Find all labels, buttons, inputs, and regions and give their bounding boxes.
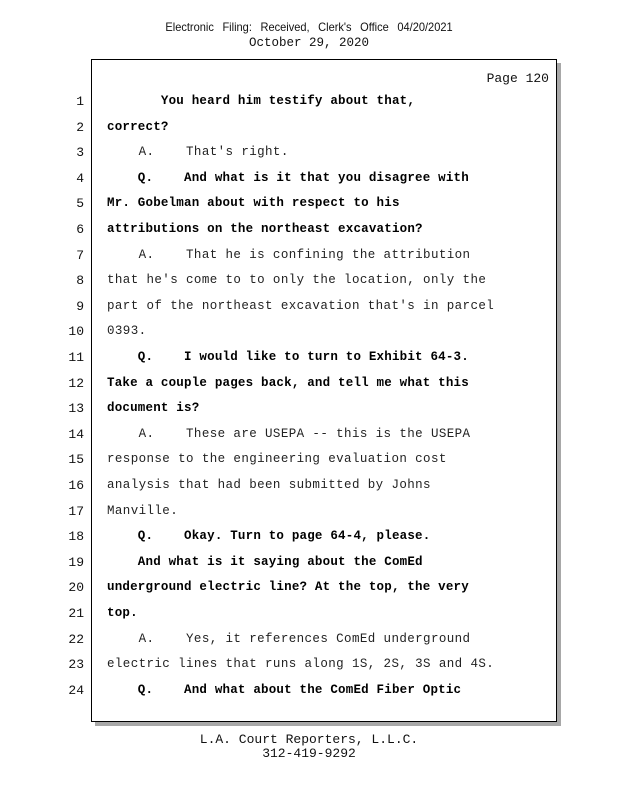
transcript-line [0,553,618,573]
transcript-line [0,527,618,547]
line-text: And what is it saying about the ComEd [107,554,423,569]
line-text: Q. And what is it that you disagree with [107,170,469,185]
line-number: 4 [76,170,84,186]
line-text: document is? [107,401,200,416]
transcript-line [0,374,618,394]
line-text: Manville. [107,503,179,518]
line-text: You heard him testify about that, [107,94,416,108]
line-number: 22 [68,631,84,647]
line-text: Mr. Gobelman about with respect to his [107,196,400,211]
line-number: 1 [76,94,84,109]
transcript-line [0,220,618,240]
line-number: 18 [68,529,84,545]
transcript-line [0,118,618,138]
line-number: 17 [68,503,84,519]
transcript-line [0,476,618,496]
transcript-line [0,604,618,624]
transcript-line [0,92,618,112]
line-number: 9 [76,298,84,314]
line-text: A. That he is confining the attribution [107,247,471,262]
transcript-line [0,578,618,598]
line-text: that he's come to to only the location, only the [107,273,487,288]
transcript-line [0,655,618,675]
line-number: 3 [76,145,84,161]
transcript-line [0,169,618,189]
line-text: A. These are USEPA -- this is the USEPA [107,426,471,441]
line-number: 16 [68,478,84,493]
transcript-line [0,194,618,214]
transcript-line [0,271,618,291]
line-number: 12 [68,375,84,391]
line-number: 2 [76,119,84,135]
line-text: attributions on the northeast excavation? [107,222,423,236]
line-number: 6 [76,222,84,237]
line-text: part of the northeast excavation that's in parcel [107,298,495,313]
line-number: 20 [68,580,84,596]
transcript-line [0,297,618,317]
filing-stamp: Electronic Filing: Received, Clerk's Office 04/20/2021 [165,20,453,34]
transcript-line [0,630,618,650]
transcript-line [0,425,618,445]
line-text: analysis that had been submitted by Johns [107,478,431,492]
line-text: 0393. [107,324,147,339]
line-number: 23 [68,657,84,673]
transcript-line [0,322,618,342]
line-number: 13 [68,401,84,417]
line-number: 15 [68,452,84,468]
line-number: 21 [68,606,84,621]
line-text: underground electric line? At the top, the very [107,580,469,595]
line-text: Q. Okay. Turn to page 64-4, please. [107,529,431,544]
line-number: 24 [68,682,84,698]
line-number: 14 [68,426,84,442]
line-text: Q. I would like to turn to Exhibit 64-3. [107,350,469,364]
line-text: response to the engineering evaluation cost [107,452,447,467]
transcript-date: October 29, 2020 [248,36,370,50]
line-text: electric lines that runs along 1S, 2S, 3S and 4S. [107,657,495,672]
line-text: Q. And what about the ComEd Fiber Optic [107,682,462,697]
line-text: Take a couple pages back, and tell me what this [107,375,469,390]
footer-phone: 312-419-9292 [262,746,356,761]
line-text: A. Yes, it references ComEd underground [107,631,471,646]
transcript-line [0,450,618,470]
transcript-line [0,502,618,522]
transcript-line [0,681,618,701]
line-number: 5 [76,196,84,212]
transcript-line [0,143,618,163]
line-number: 8 [76,273,84,289]
line-number: 10 [68,324,84,340]
line-number: 7 [76,247,84,263]
line-number: 19 [68,554,84,570]
footer-company: L.A. Court Reporters, L.L.C. [199,732,419,747]
line-text: top. [107,606,138,620]
transcript-line [0,348,618,368]
transcript-line [0,246,618,266]
line-text: correct? [107,119,169,134]
line-text: A. That's right. [107,145,289,160]
transcript-line [0,399,618,419]
line-number: 11 [68,350,84,365]
page-number: Page 120 [486,71,549,86]
